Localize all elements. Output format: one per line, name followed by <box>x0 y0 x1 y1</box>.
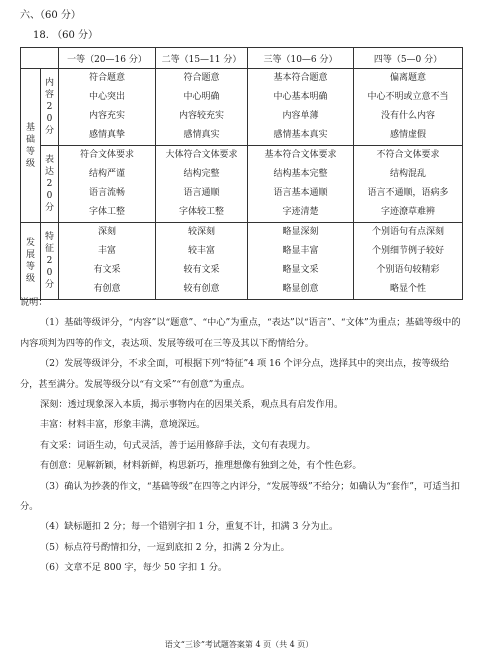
grade-header: 一等（20—16 分） <box>59 48 156 69</box>
rubric-line: 字体工整 <box>88 207 125 217</box>
note-item: （1）基础等级评分，“内容”以“题意”、“中心”为重点，“表达”以“语言”、“文体”为重点；基础等级中的内容项判为四等的作文，表达项、发展等级可在三等及其以下酌情给分。 <box>20 317 461 349</box>
corner-cell <box>21 48 59 69</box>
label-char: 达 <box>44 167 54 177</box>
scoring-rubric-table <box>20 47 463 300</box>
rubric-line: 语言不通顺，语病多 <box>367 188 449 198</box>
rubric-cell <box>156 223 248 300</box>
question-heading: 18. （60 分） <box>33 30 98 41</box>
rubric-line: 符合题意 <box>183 73 220 83</box>
grade-header: 三等（10—6 分） <box>248 48 354 69</box>
rubric-line: 字迹潦草难辨 <box>380 207 435 217</box>
rubric-cell <box>59 69 156 146</box>
rubric-line: 较深刻 <box>187 227 215 237</box>
label-char: 展 <box>25 250 35 260</box>
rubric-line: 略显深刻 <box>282 227 319 237</box>
rubric-line: 偏离题意 <box>389 73 426 83</box>
label-char: 容 <box>44 90 54 100</box>
rubric-line: 较有文采 <box>183 265 220 275</box>
rubric-line: 中心基本明确 <box>273 92 328 102</box>
rubric-line: 个别语句较精彩 <box>376 265 440 275</box>
rubric-line: 结构严谨 <box>88 169 125 179</box>
rubric-line: 字体较工整 <box>178 207 224 217</box>
rubric-line: 符合题意 <box>88 73 125 83</box>
label-char: 2 <box>46 102 53 112</box>
page-footer: 语文“三诊”考试题答案第 4 页（共 4 页） <box>164 640 314 649</box>
rubric-cell <box>59 146 156 223</box>
rubric-line: 感情真实 <box>183 130 220 140</box>
content-label <box>41 69 59 146</box>
label-char: 内 <box>44 78 54 88</box>
note-item: 深刻：透过现象深入本质，揭示事物内在的因果关系，观点具有启发作用。 <box>40 399 344 411</box>
label-char: 2 <box>46 179 53 189</box>
label-char: 2 <box>46 256 53 266</box>
rubric-cell <box>248 223 354 300</box>
label-char: 发 <box>25 238 35 248</box>
rubric-line: 基本符合文体要求 <box>264 150 337 160</box>
label-char: 分 <box>44 203 54 213</box>
label-char: 征 <box>44 244 54 254</box>
rubric-line: 大体符合文体要求 <box>165 150 238 160</box>
rubric-line: 深刻 <box>97 227 116 237</box>
label-char: 分 <box>44 280 54 290</box>
rubric-line: 内容较充实 <box>178 111 224 121</box>
rubric-line: 感情虚假 <box>389 130 426 140</box>
rubric-cell <box>156 69 248 146</box>
label-char: 级 <box>25 274 35 284</box>
note-item: （2）发展等级评分，不求全面，可根据下列“特征”4 项 16 个评分点，选择其中的突出点，按等级给分，甚至满分。发展等级分以“有文采”“有创意”为重点。 <box>20 358 450 390</box>
rubric-cell <box>354 146 463 223</box>
rubric-line: 内容充实 <box>88 111 125 121</box>
expression-label <box>41 146 59 223</box>
basic-level-label <box>21 69 41 223</box>
notes-title: 说明： <box>20 297 48 308</box>
rubric-cell <box>354 223 463 300</box>
label-char: 特 <box>44 232 54 242</box>
note-item: （5）标点符号酌情扣分，一逗到底扣 2 分，扣满 2 分为止。 <box>40 541 290 553</box>
rubric-line: 结构混乱 <box>389 169 426 179</box>
label-char: 础 <box>25 134 35 145</box>
rubric-line: 中心明确 <box>183 92 220 102</box>
note-item: 有文采：词语生动，句式灵活，善于运用修辞手法，文句有表现力。 <box>40 439 316 451</box>
development-row <box>21 223 463 300</box>
rubric-line: 丰富 <box>97 246 116 256</box>
rubric-line: 较有创意 <box>183 284 220 294</box>
note-item: （6）文章不足 800 字，每少 50 字扣 1 分。 <box>40 562 228 574</box>
rubric-line: 结构完整 <box>183 169 220 179</box>
rubric-line: 字迹清楚 <box>282 207 319 217</box>
label-char: 分 <box>44 126 54 136</box>
rubric-cell <box>354 69 463 146</box>
rubric-line: 略显文采 <box>282 265 319 275</box>
grade-header: 四等（5—0 分） <box>354 48 463 69</box>
rubric-line: 个别语句有点深刻 <box>371 227 444 237</box>
label-char: 级 <box>25 158 35 169</box>
rubric-cell <box>248 146 354 223</box>
rubric-line: 略显个性 <box>389 284 426 294</box>
rubric-line: 有创意 <box>93 284 121 294</box>
development-level-label <box>21 223 41 300</box>
grade-header-row <box>21 48 463 69</box>
rubric-line: 有文采 <box>93 265 121 275</box>
rubric-cell <box>156 146 248 223</box>
rubric-line: 结构基本完整 <box>273 169 328 179</box>
label-char: 0 <box>46 191 53 201</box>
label-char: 表 <box>44 155 54 165</box>
rubric-line: 语言基本通顺 <box>273 188 328 198</box>
note-item: 有创意：见解新颖，材料新鲜，构思新巧，推理想像有独到之处，有个性色彩。 <box>40 460 362 472</box>
rubric-line: 没有什么内容 <box>380 111 435 121</box>
label-char: 基 <box>25 122 35 133</box>
rubric-line: 基本符合题意 <box>273 73 328 83</box>
rubric-line: 略显丰富 <box>282 246 319 256</box>
scoring-notes <box>20 293 466 579</box>
rubric-line: 内容单薄 <box>282 111 319 121</box>
expression-row <box>21 146 463 223</box>
note-item: 丰富：材料丰富，形象丰满，意境深远。 <box>40 419 206 431</box>
section-heading: 六、（60 分） <box>20 10 81 21</box>
rubric-line: 略显创意 <box>282 284 319 294</box>
note-item: （4）缺标题扣 2 分；每一个错别字扣 1 分，重复不计，扣满 3 分为止。 <box>40 521 339 533</box>
feature-label <box>41 223 59 300</box>
rubric-cell <box>248 69 354 146</box>
rubric-line: 个别细节例子较好 <box>371 246 444 256</box>
rubric-line: 感情真挚 <box>88 130 125 140</box>
rubric-line: 语言流畅 <box>88 188 125 198</box>
label-char: 0 <box>46 268 53 278</box>
rubric-cell <box>59 223 156 300</box>
rubric-line: 语言通顺 <box>183 188 220 198</box>
rubric-line: 中心突出 <box>88 92 125 102</box>
content-row <box>21 69 463 146</box>
rubric-line: 较丰富 <box>187 246 215 256</box>
rubric-line: 感情基本真实 <box>273 130 328 140</box>
rubric-line: 符合文体要求 <box>79 150 134 160</box>
label-char: 等 <box>25 262 35 272</box>
grade-header: 二等（15—11 分） <box>156 48 248 69</box>
rubric-line: 不符合文体要求 <box>376 150 440 160</box>
label-char: 0 <box>46 114 53 124</box>
label-char: 等 <box>25 146 35 157</box>
rubric-line: 中心不明或立意不当 <box>367 92 449 102</box>
note-item: （3）确认为抄袭的作文，“基础等级”在四等之内评分，“发展等级”不给分；如确认为“套作”，可适当扣分。 <box>20 480 460 513</box>
